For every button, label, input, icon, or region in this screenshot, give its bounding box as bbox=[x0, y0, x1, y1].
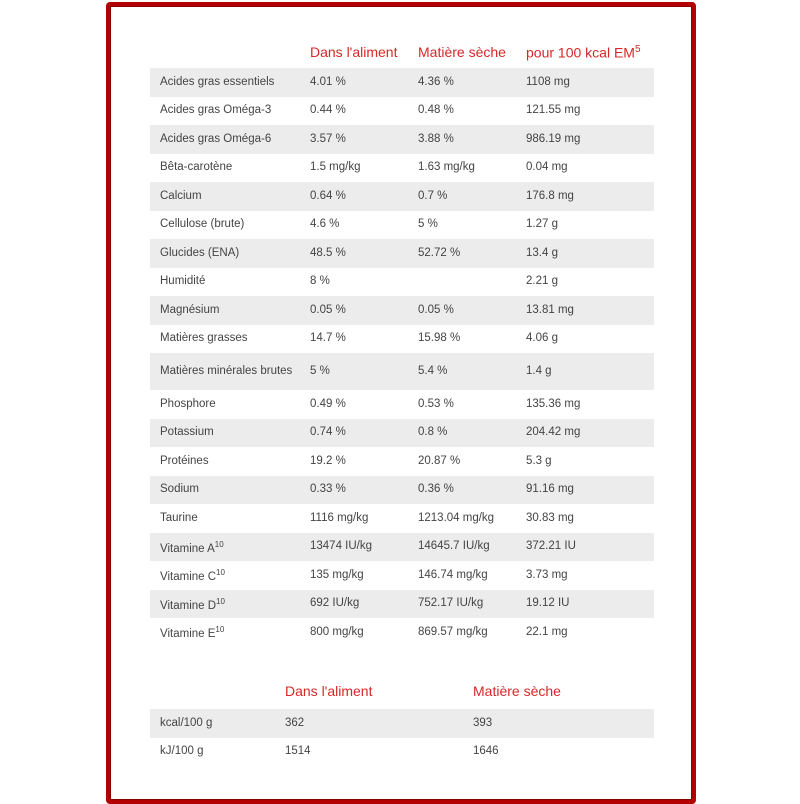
nutrient-name-cell bbox=[150, 154, 300, 183]
nutrient-per100-value: 3.73 mg bbox=[516, 561, 654, 590]
nutrient-per100-value: 121.55 mg bbox=[516, 97, 654, 126]
nutrient-name-cell bbox=[150, 268, 300, 297]
nutrient-row bbox=[150, 504, 654, 533]
nutrient-name-cell bbox=[150, 211, 300, 240]
nutrient-dry-value: 0.36 % bbox=[408, 476, 516, 505]
nutrient-per100-value: 13.4 g bbox=[516, 239, 654, 268]
energy-unit: kJ/100 g bbox=[150, 738, 275, 767]
nutrient-food-value: 800 mg/kg bbox=[300, 618, 408, 647]
nutrient-name: Glucides (ENA) bbox=[160, 246, 240, 259]
nutrient-name-cell bbox=[150, 504, 300, 533]
nutrient-name-cell bbox=[150, 239, 300, 268]
header-per-100-kcal-label: pour 100 kcal EM bbox=[526, 44, 635, 61]
nutrient-row bbox=[150, 268, 654, 297]
nutrient-name: Magnésium bbox=[160, 303, 220, 316]
nutrient-per100-value: 13.81 mg bbox=[516, 296, 654, 325]
nutrient-dry-value: 0.05 % bbox=[408, 296, 516, 325]
nutrient-row bbox=[150, 353, 654, 390]
nutrient-per100-value: 19.12 IU bbox=[516, 590, 654, 619]
nutrient-row bbox=[150, 561, 654, 590]
nutrient-name: Calcium bbox=[160, 189, 202, 202]
nutrient-food-value: 3.57 % bbox=[300, 125, 408, 154]
nutrient-name: Bêta-carotène bbox=[160, 161, 233, 174]
nutrient-row bbox=[150, 533, 654, 562]
nutrient-name-cell bbox=[150, 390, 300, 419]
nutrient-per100-value: 4.06 g bbox=[516, 325, 654, 354]
header-dry-matter: Matière sèche bbox=[418, 44, 506, 60]
nutrient-name: Sodium bbox=[160, 483, 199, 496]
nutrient-footnote: 10 bbox=[214, 539, 224, 549]
nutrition-panel bbox=[106, 2, 696, 804]
energy-row bbox=[150, 738, 654, 767]
energy-food-value: 362 bbox=[275, 709, 463, 738]
nutrient-row bbox=[150, 97, 654, 126]
nutrient-row bbox=[150, 390, 654, 419]
nutrient-food-value: 0.44 % bbox=[300, 97, 408, 126]
nutrient-dry-value: 0.53 % bbox=[408, 390, 516, 419]
nutrient-per100-value: 2.21 g bbox=[516, 268, 654, 297]
nutrient-row bbox=[150, 211, 654, 240]
nutrient-name: Matières minérales brutes bbox=[160, 365, 293, 377]
nutrient-name: Acides gras Oméga-3 bbox=[160, 104, 272, 117]
nutrient-footnote: 10 bbox=[215, 625, 225, 635]
nutrient-dry-value: 20.87 % bbox=[408, 447, 516, 476]
energy-header-dry-matter: Matière sèche bbox=[473, 683, 561, 699]
nutrient-rows bbox=[150, 68, 654, 647]
nutrient-food-value: 692 IU/kg bbox=[300, 590, 408, 619]
nutrient-food-value: 1116 mg/kg bbox=[300, 504, 408, 533]
nutrient-name: Vitamine A bbox=[160, 542, 215, 555]
nutrient-food-value: 0.74 % bbox=[300, 419, 408, 448]
nutrient-name: Protéines bbox=[160, 454, 209, 467]
nutrient-row bbox=[150, 296, 654, 325]
nutrient-footnote: 10 bbox=[216, 596, 225, 606]
nutrient-row bbox=[150, 419, 654, 448]
nutrient-food-value: 0.49 % bbox=[300, 390, 408, 419]
nutrient-name-cell bbox=[150, 447, 300, 476]
nutrient-name: Phosphore bbox=[160, 397, 216, 410]
nutrient-dry-value: 5.4 % bbox=[408, 353, 516, 390]
nutrient-name-cell bbox=[150, 618, 300, 647]
header-food: Dans l'aliment bbox=[310, 44, 398, 60]
nutrient-dry-value: 3.88 % bbox=[408, 125, 516, 154]
nutrient-dry-value: 15.98 % bbox=[408, 325, 516, 354]
nutrient-name: Taurine bbox=[160, 511, 198, 524]
nutrient-food-value: 19.2 % bbox=[300, 447, 408, 476]
nutrient-row bbox=[150, 68, 654, 97]
nutrient-per100-value: 1.4 g bbox=[516, 353, 654, 390]
nutrient-name: Potassium bbox=[160, 426, 214, 439]
nutrient-dry-value: 869.57 mg/kg bbox=[408, 618, 516, 647]
nutrient-name: Matières grasses bbox=[160, 332, 248, 345]
nutrient-name: Vitamine D bbox=[160, 599, 217, 612]
nutrient-dry-value: 752.17 IU/kg bbox=[408, 590, 516, 619]
nutrient-name: Humidité bbox=[160, 275, 206, 288]
nutrient-row bbox=[150, 325, 654, 354]
nutrient-dry-value: 1213.04 mg/kg bbox=[408, 504, 516, 533]
nutrient-name: Acides gras Oméga-6 bbox=[160, 132, 272, 145]
nutrient-row bbox=[150, 239, 654, 268]
nutrient-dry-value: 0.8 % bbox=[408, 419, 516, 448]
nutrient-per100-value: 22.1 mg bbox=[516, 618, 654, 647]
nutrient-per100-value: 372.21 IU bbox=[516, 533, 654, 562]
nutrient-dry-value: 52.72 % bbox=[408, 239, 516, 268]
nutrient-dry-value: 5 % bbox=[408, 211, 516, 240]
nutrient-row bbox=[150, 447, 654, 476]
nutrient-dry-value: 14645.7 IU/kg bbox=[408, 533, 516, 562]
nutrient-per100-value: 1108 mg bbox=[516, 68, 654, 97]
nutrient-row bbox=[150, 590, 654, 619]
nutrient-food-value: 8 % bbox=[300, 268, 408, 297]
nutrient-name: Vitamine C bbox=[160, 571, 217, 584]
nutrient-name-cell bbox=[150, 182, 300, 211]
energy-dry-value: 393 bbox=[463, 709, 654, 738]
nutrient-name: Acides gras essentiels bbox=[160, 75, 275, 88]
energy-dry-value: 1646 bbox=[463, 738, 654, 767]
nutrient-per100-value: 5.3 g bbox=[516, 447, 654, 476]
nutrient-name-cell bbox=[150, 125, 300, 154]
nutrient-per100-value: 1.27 g bbox=[516, 211, 654, 240]
nutrient-food-value: 14.7 % bbox=[300, 325, 408, 354]
nutrient-dry-value: 1.63 mg/kg bbox=[408, 154, 516, 183]
energy-header-empty bbox=[150, 673, 275, 709]
energy-row bbox=[150, 709, 654, 738]
nutrient-food-value: 1.5 mg/kg bbox=[300, 154, 408, 183]
nutrient-row bbox=[150, 618, 654, 647]
nutrient-name-cell bbox=[150, 419, 300, 448]
nutrient-table bbox=[150, 36, 654, 647]
nutrient-name-cell bbox=[150, 533, 300, 562]
nutrient-food-value: 5 % bbox=[300, 353, 408, 390]
nutrient-food-value: 0.05 % bbox=[300, 296, 408, 325]
energy-unit: kcal/100 g bbox=[150, 709, 275, 738]
nutrient-name-cell bbox=[150, 353, 300, 390]
nutrient-row bbox=[150, 125, 654, 154]
nutrient-food-value: 4.01 % bbox=[300, 68, 408, 97]
nutrient-name-cell bbox=[150, 476, 300, 505]
nutrient-dry-value: 146.74 mg/kg bbox=[408, 561, 516, 590]
energy-food-value: 1514 bbox=[275, 738, 463, 767]
energy-header-row bbox=[150, 673, 654, 709]
nutrient-per100-value: 986.19 mg bbox=[516, 125, 654, 154]
nutrient-dry-value: 0.48 % bbox=[408, 97, 516, 126]
nutrient-row bbox=[150, 182, 654, 211]
nutrient-name-cell bbox=[150, 97, 300, 126]
energy-table bbox=[150, 673, 654, 766]
nutrient-name-cell bbox=[150, 296, 300, 325]
nutrient-per100-value: 91.16 mg bbox=[516, 476, 654, 505]
header-per-100-kcal bbox=[516, 36, 654, 68]
nutrient-food-value: 135 mg/kg bbox=[300, 561, 408, 590]
nutrient-per100-value: 176.8 mg bbox=[516, 182, 654, 211]
header-empty bbox=[150, 36, 300, 68]
nutrient-food-value: 0.64 % bbox=[300, 182, 408, 211]
nutrient-food-value: 0.33 % bbox=[300, 476, 408, 505]
nutrient-row bbox=[150, 476, 654, 505]
nutrient-header-row bbox=[150, 36, 654, 68]
nutrient-food-value: 48.5 % bbox=[300, 239, 408, 268]
nutrient-name-cell bbox=[150, 590, 300, 619]
nutrient-name-cell bbox=[150, 68, 300, 97]
nutrient-name: Cellulose (brute) bbox=[160, 218, 245, 231]
nutrient-per100-value: 204.42 mg bbox=[516, 419, 654, 448]
nutrient-name-cell bbox=[150, 325, 300, 354]
nutrient-per100-value: 135.36 mg bbox=[516, 390, 654, 419]
nutrient-dry-value: 0.7 % bbox=[408, 182, 516, 211]
nutrient-per100-value: 0.04 mg bbox=[516, 154, 654, 183]
nutrient-name: Vitamine E bbox=[160, 628, 216, 641]
nutrient-food-value: 4.6 % bbox=[300, 211, 408, 240]
nutrient-footnote: 10 bbox=[216, 568, 225, 578]
nutrient-per100-value: 30.83 mg bbox=[516, 504, 654, 533]
nutrient-row bbox=[150, 154, 654, 183]
energy-header-food: Dans l'aliment bbox=[285, 683, 373, 699]
nutrient-dry-value bbox=[408, 268, 516, 297]
nutrient-food-value: 13474 IU/kg bbox=[300, 533, 408, 562]
header-footnote: 5 bbox=[634, 43, 641, 55]
energy-rows bbox=[150, 709, 654, 766]
nutrient-dry-value: 4.36 % bbox=[408, 68, 516, 97]
nutrient-name-cell bbox=[150, 561, 300, 590]
